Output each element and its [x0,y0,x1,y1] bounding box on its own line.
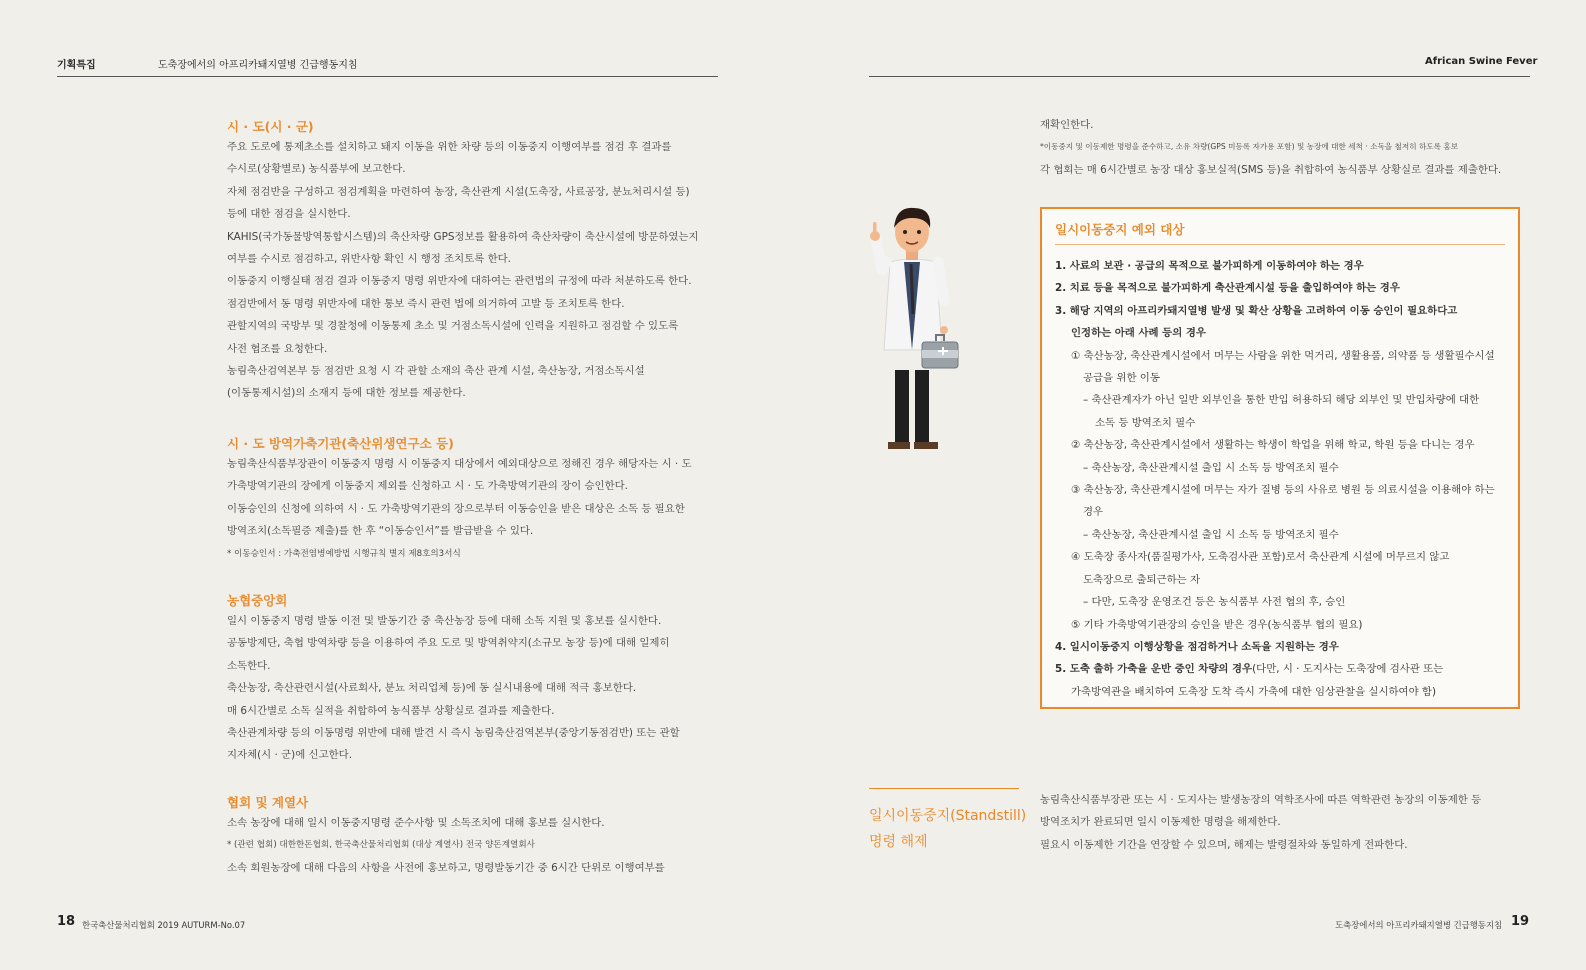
list-item: 2. 치료 등을 목적으로 불가피하게 축산관계시설 등을 출입하여야 하는 경우 [1055,282,1400,295]
list-item: – 축산농장, 축산관계시설 출입 시 소독 등 방역조치 필수 [1083,528,1339,541]
section-title-quarantine: 시 · 도 방역가축기관(축산위생연구소 등) [227,436,454,451]
section-label: 기획특집 [57,60,96,71]
release-rule [869,788,1019,789]
list-item: ⑤ 기타 가축방역기관장의 승인을 받은 경우(농식품부 협의 필요) [1071,618,1363,631]
header-rule-right [869,76,1530,77]
exception-box-title: 일시이동중지 예외 대상 [1055,222,1185,237]
section-body-nonghyup: 일시 이동중지 명령 발동 이전 및 발동기간 중 축산농장 등에 대해 소독 지원 및 홍보를 실시한다. 공동방제단, 축협 방역차량 등을 이용하여 주요 도로 및 방역취약지(소규모 농장 등)에 대해 일제히 소독한다. 축산농장, 축산관련시설(사료회사, 분뇨 처리업체 등)에 동 실시내용에 대해 적극 홍보한다. 매 6시간별로 소독 실적을 취합하여 농식품부 상황실로 결과를 제출한다. 축산관계차량 등의 이동명령 위반에 대해 발견 시 즉시 농림축산검역본부(중앙기동점검반) 또는 관할 지자체(시 · 군)에 신고한다. [227,615,680,762]
running-title-left: 도축장에서의 아프리카돼지열병 긴급행동지침 [158,60,358,71]
list-item: 공급을 위한 이동 [1083,372,1160,385]
list-item: 인정하는 아래 사례 등의 경우 [1071,327,1206,340]
list-item: – 축산관계자가 아닌 일반 외부인을 통한 반입 허용하되 해당 외부인 및 반입차량에 대한 [1083,394,1480,407]
list-item: 3. 해당 지역의 아프리카돼지열병 발생 및 확산 상황을 고려하여 이동 승인이 필요하다고 [1055,304,1458,317]
list-item: 도축장으로 출퇴근하는 자 [1083,573,1201,586]
section-title-associations: 협회 및 계열사 [227,795,309,810]
page-number-right: 19 [1511,914,1530,929]
list-item: 경우 [1083,506,1104,519]
header-rule-left [57,76,718,77]
list-item: ③ 축산농장, 축산관계시설에 머무는 자가 질병 등의 사유로 병원 등 의료시설을 이용해야 하는 [1071,484,1495,497]
footer-publication: 한국축산물처리협회 2019 AUTURM-No.07 [82,920,246,930]
list-item: 소독 등 방역조치 필수 [1095,416,1196,429]
list-item: 1. 사료의 보관 · 공급의 목적으로 불가피하게 이동하여야 하는 경우 [1055,260,1364,272]
doctor-illustration [860,200,980,455]
release-title: 일시이동중지(Standstill) 명령 해제 [869,808,1027,850]
section-title-sido: 시 · 도(시 · 군) [227,119,314,134]
list-item: 5. 도축 출하 가축을 운반 중인 차량의 경우(다만, 시 · 도지사는 도축장에 검사관 또는 [1055,663,1444,676]
section-body-quarantine: 농림축산식품부장관이 이동중지 명령 시 이동중지 대상에서 예외대상으로 정해진 경우 해당자는 시 · 도 가축방역기관의 장에게 이동중지 제외를 신청하고 시 · 도 가축방역기관의 장이 승인한다. 이동승인의 신청에 의하여 시 · 도 가축방역기관의 장으로부터 이동승인을 받은 대상은 소독 등 필요한 방역조치(소독필증 제출)를 한 후 “이동승인서”를 발급받을 수 있다. * 이동승인서 : 가축전염병예방법 시행규칙 별지 제8호의3서식 [227,458,692,559]
section-body-associations: 소속 농장에 대해 일시 이동중지명령 준수사항 및 소독조치에 대해 홍보를 실시한다. * (관련 협회) 대한한돈협회, 한국축산물처리협회 (대상 계열사) 전국 양돈계열회사 소속 회원농장에 대해 다음의 사항을 사전에 홍보하고, 명령발동기간 중 6시간 단위로 이행여부를 [227,817,665,874]
continued-text: 재확인한다. *이동중지 및 이동제한 명령을 준수하고, 소유 차량(GPS 미등록 자가용 포함) 및 농장에 대한 세척 · 소독을 철저히 하도록 홍보 각 협회는 매 6시간별로 농장 대상 홍보실적(SMS 등)을 취합하여 농식품부 상황실로 결과를 제출한다. [1040,119,1502,176]
footer-title: 도축장에서의 아프리카돼지열병 긴급행동지침 [1335,920,1503,930]
list-item: – 축산농장, 축산관계시설 출입 시 소독 등 방역조치 필수 [1083,461,1339,474]
running-title-right: African Swine Fever [1425,56,1538,67]
release-body: 농림축산식품부장관 또는 시 · 도지사는 발생농장의 역학조사에 따른 역학관련 농장의 이동제한 등 방역조치가 완료되면 일시 이동제한 명령을 해제한다. 필요시 이동제한 기간을 연장할 수 있으며, 해제는 발령절차와 동일하게 전파한다. [1040,794,1482,851]
list-item: 4. 일시이동중지 이행상황을 점검하거나 소독을 지원하는 경우 [1055,640,1339,653]
exception-box [1040,207,1520,709]
list-item: ② 축산농장, 축산관계시설에서 생활하는 학생이 학업을 위해 학교, 학원 등을 다니는 경우 [1071,439,1475,452]
section-body-sido: 주요 도로에 통제초소를 설치하고 돼지 이동을 위한 차량 등의 이동중지 이행여부를 점검 후 결과를 수시로(상황별로) 농식품부에 보고한다. 자체 점검반을 구성하고 점검계획을 마련하여 농장, 축산관계 시설(도축장, 사료공장, 분뇨처리시설 등) 등에 대한 점검을 실시한다. KAHIS(국가동물방역통합시스템)의 축산차량 GPS정보를 활용하여 축산차량이 축산시설에 방문하였는지 여부를 수시로 점검하고, 위반사항 확인 시 행정 조치토록 한다. 이동중지 이행실태 점검 결과 이동중지 명령 위반자에 대하여는 관련법의 규정에 따라 처분하도록 한다. 점검반에서 동 명령 위반자에 대한 통보 즉시 관련 법에 의거하여 고발 등 조치토록 한다. 관할지역의 국방부 및 경찰청에 이동통제 초소 및 거점소독시설에 인력을 지원하고 점검할 수 있도록 사전 협조를 요청한다. 농림축산검역본부 등 점검반 요청 시 각 관할 소재의 축산 관계 시설, 축산농장, 거점소독시설 (이동통제시설)의 소재지 등에 대한 정보를 제공한다. [227,141,699,400]
list-item: ④ 도축장 종사자(품질평가사, 도축검사관 포함)로서 축산관계 시설에 머무르지 않고 [1071,551,1450,564]
list-item: ① 축산농장, 축산관계시설에서 머무는 사람을 위한 먹거리, 생활용품, 의약품 등 생활필수시설 [1071,349,1495,362]
section-title-nonghyup: 농협중앙회 [227,593,288,608]
page-number-left: 18 [57,914,76,929]
exception-box-rule [1055,244,1505,245]
list-item: – 다만, 도축장 운영조건 등은 농식품부 사전 협의 후, 승인 [1083,596,1346,609]
exception-list [1055,255,1495,703]
list-item: 가축방역관을 배치하여 도축장 도착 즉시 가축에 대한 임상관찰을 실시하여야 함) [1071,685,1437,698]
